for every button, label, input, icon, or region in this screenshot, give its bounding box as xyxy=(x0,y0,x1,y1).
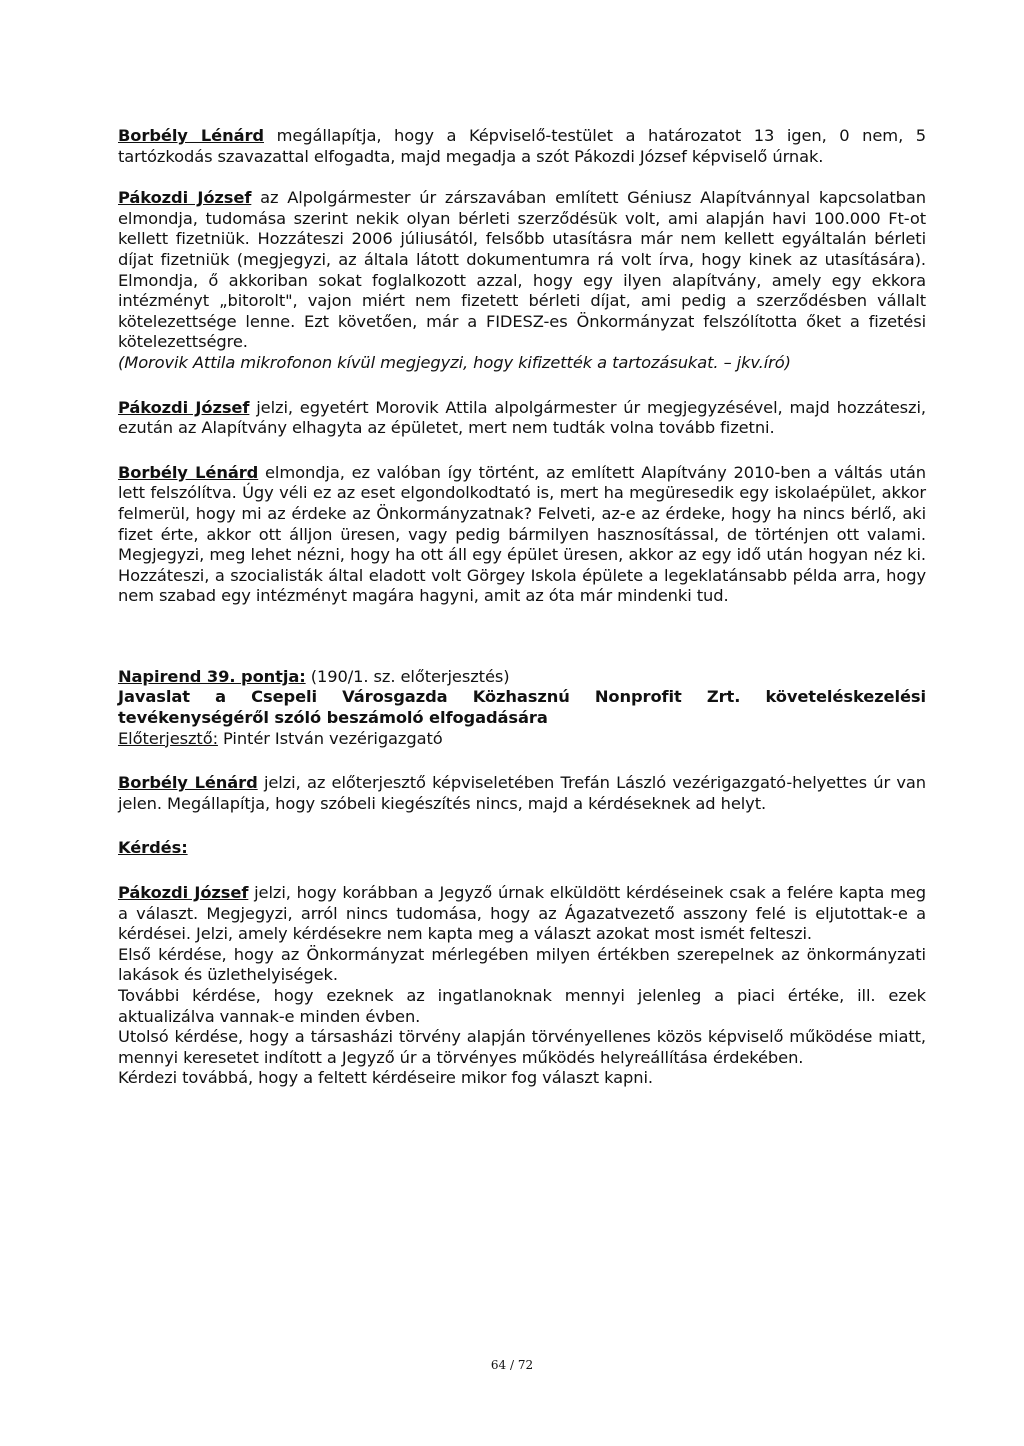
agenda-label: Napirend 39. pontja: xyxy=(118,666,306,686)
paragraph-text: jelzi, hogy korábban a Jegyző úrnak elküldött kérdéseinek csak a felére kapta meg a választ. Megjegyzi, arról nincs tudomása, hogy az Ágazatvezető asszony felé is eljutottak-e a kérdései. Jelzi, amely kérdésekre nem kapta meg a választ azokat most ismét felteszi. xyxy=(118,883,926,944)
document-page xyxy=(118,126,926,1089)
paragraph-text: megállapítja, hogy a Képviselő-testület a határozatot 13 igen, 0 nem, 5 tartózkodás szavazattal elfogadta, majd megadja a szót Pákozdi József képviselő úrnak. xyxy=(118,126,927,166)
paragraph-2 xyxy=(118,188,926,353)
presenter-line xyxy=(118,729,926,750)
paragraph-4 xyxy=(118,463,926,607)
agenda-line xyxy=(118,667,926,688)
agenda-ref: (190/1. sz. előterjesztés) xyxy=(305,666,510,686)
agenda-title-line-2: tevékenységéről szóló beszámoló elfogadására xyxy=(118,708,548,728)
paragraph-3 xyxy=(118,398,926,439)
presenter-name: Pintér István vezérigazgató xyxy=(217,728,443,748)
speaker-name: Pákozdi József xyxy=(118,397,250,417)
paragraph-5 xyxy=(118,773,926,814)
agenda-title-line-1: Javaslat a Csepeli Városgazda Közhasznú Nonprofit Zrt. követeléskezelési xyxy=(118,687,926,707)
paragraph-1 xyxy=(118,126,926,167)
speaker-name: Borbély Lénárd xyxy=(118,773,258,793)
paragraph-6 xyxy=(118,883,926,945)
question-line-1: Első kérdése, hogy az Önkormányzat mérlegében milyen értékben szerepelnek az önkormányzati lakások és üzlethelyiségek. xyxy=(118,944,926,985)
paragraph-text: jelzi, az előterjesztő képviseletében Trefán László vezérigazgató-helyettes úr van jelen. Megállapítja, hogy szóbeli kiegészítés nincs, majd a kérdéseknek ad helyt. xyxy=(118,773,926,813)
question-line-3: Utolsó kérdése, hogy a társasházi törvény alapján törvényellenes közös képviselő működése miatt, mennyi keresetet indított a Jegyző úr a törvényes működés helyreállítása érdekében. xyxy=(118,1027,926,1067)
paragraph-text: elmondja, ez valóban így történt, az említett Alapítvány 2010-ben a váltás után lett felszólítva. Úgy véli ez az eset elgondolkodtató is, mert ha megüresedik egy iskolaépület, akkor felmerül, hogy mi az érdeke az Önkormányzatnak? Felveti, az-e az érdeke, hogy ha nincs bérlő, aki fizet érte, akkor ott álljon üresen, vagy pedig bármilyen hasznosítással, de történjen ott valami. Megjegyzi, meg lehet nézni, hogy ha ott áll egy épület üresen, akkor az egy idő után hogyan néz ki. Hozzáteszi, a szocialisták által eladott volt Görgey Iskola épülete a legeklatánsabb példa arra, hogy nem szabad egy intézményt magára hagyni, amit az óta már mindenki tud. xyxy=(118,462,926,606)
speaker-name: Pákozdi József xyxy=(118,883,249,903)
speaker-name: Borbély Lénárd xyxy=(118,462,259,482)
question-line-4: Kérdezi továbbá, hogy a feltett kérdéseire mikor fog választ kapni. xyxy=(118,1068,653,1088)
transcriber-note: (Morovik Attila mikrofonon kívül megjegyzi, hogy kifizették a tartozásukat. – jkv.író) xyxy=(118,352,791,372)
speaker-name: Borbély Lénárd xyxy=(118,126,264,145)
paragraph-text: jelzi, egyetért Morovik Attila alpolgármester úr megjegyzésével, majd hozzáteszi, ezután az Alapítvány elhagyta az épületet, mert nem tudták volna tovább fizetni. xyxy=(118,397,926,438)
page-number: 64 / 72 xyxy=(490,1358,534,1372)
question-line-2: További kérdése, hogy ezeknek az ingatlanoknak mennyi jelenleg a piaci értéke, ill. ezek aktualizálva vannak-e minden évben. xyxy=(118,986,926,1026)
paragraph-text: az Alpolgármester úr zárszavában említett Géniusz Alapítvánnyal kapcsolatban elmondja, tudomása szerint nekik olyan bérleti szerződésük volt, ami alapján havi 100.000 Ft-ot kellett fizetniük. Hozzáteszi 2006 júliusától, felsőbb utasításra már nem kellett egyáltalán bérleti díjat fizetniük (megjegyzi, az általa látott dokumentumra rá volt írva, hogy kinek az utasítására). Elmondja, ő akkoriban sokat foglalkozott azzal, hogy egy ilyen alapítvány, amely egy ekkora intézményt „bitorolt", vajon miért nem fizetett bérleti díjat, ami pedig a szerződésben vállalt kötelezettsége lenne. Ezt követően, már a FIDESZ-es Önkormányzat felszólította őket a fizetési kötelezettségre. xyxy=(118,188,927,352)
questions-heading: Kérdés: xyxy=(118,838,188,858)
speaker-name: Pákozdi József xyxy=(118,188,252,208)
presenter-label: Előterjesztő: xyxy=(118,728,218,748)
